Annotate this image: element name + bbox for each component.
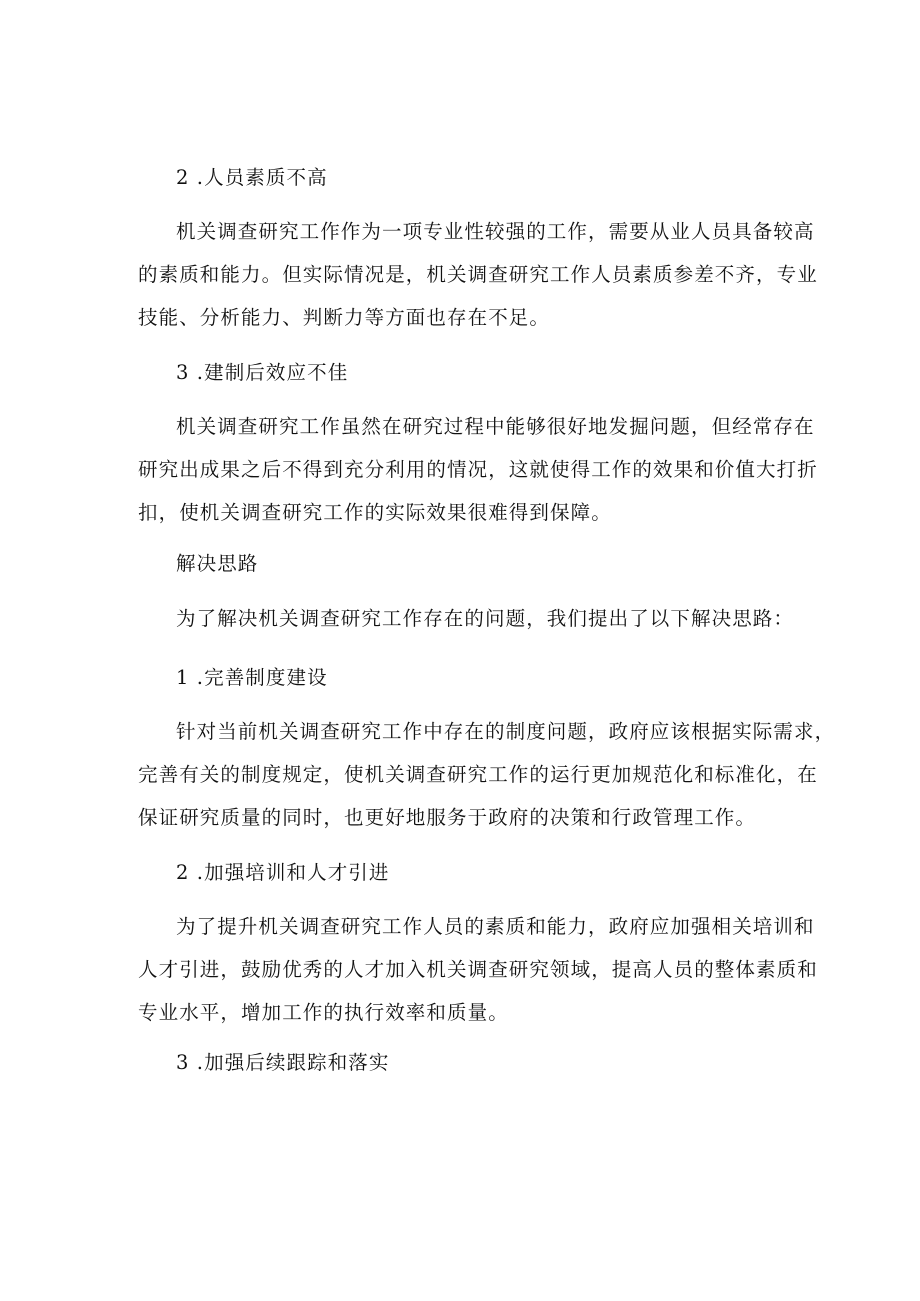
paragraph-line: 研究出成果之后不得到充分利用的情况，这就使得工作的效果和价值大打折 xyxy=(138,458,818,481)
paragraph-line: 保证研究质量的同时，也更好地服务于政府的决策和行政管理工作。 xyxy=(138,806,757,829)
paragraph-line: 人才引进，鼓励优秀的人才加入机关调查研究领域，提高人员的整体素质和 xyxy=(138,958,818,981)
paragraph-line: 专业水平，增加工作的执行效率和质量。 xyxy=(138,1001,509,1024)
paragraph-line: 技能、分析能力、判断力等方面也存在不足。 xyxy=(138,306,551,329)
paragraph-line: 为了解决机关调查研究工作存在的问题，我们提出了以下解决思路： xyxy=(176,607,795,630)
section-heading: 1 .完善制度建设 xyxy=(176,666,328,689)
paragraph-line: 扣，使机关调查研究工作的实际效果很难得到保障。 xyxy=(138,501,612,524)
section-heading: 2 .人员素质不高 xyxy=(176,166,328,189)
section-heading: 3 .建制后效应不佳 xyxy=(176,361,349,384)
section-heading: 2 .加强培训和人才引进 xyxy=(176,861,390,884)
section-heading: 解决思路 xyxy=(176,552,259,575)
paragraph-line: 机关调查研究工作作为一项专业性较强的工作，需要从业人员具备较高 xyxy=(176,220,815,243)
paragraph-line: 为了提升机关调查研究工作人员的素质和能力，政府应加强相关培训和 xyxy=(176,915,815,938)
paragraph-line: 完善有关的制度规定，使机关调查研究工作的运行更加规范化和标准化，在 xyxy=(138,763,818,786)
section-heading: 3 .加强后续跟踪和落实 xyxy=(176,1051,390,1074)
paragraph-line: 机关调查研究工作虽然在研究过程中能够很好地发掘问题，但经常存在 xyxy=(176,415,815,438)
paragraph-line: 针对当前机关调查研究工作中存在的制度问题，政府应该根据实际需求， xyxy=(176,720,836,743)
paragraph-line: 的素质和能力。但实际情况是，机关调查研究工作人员素质参差不齐，专业 xyxy=(138,263,818,286)
